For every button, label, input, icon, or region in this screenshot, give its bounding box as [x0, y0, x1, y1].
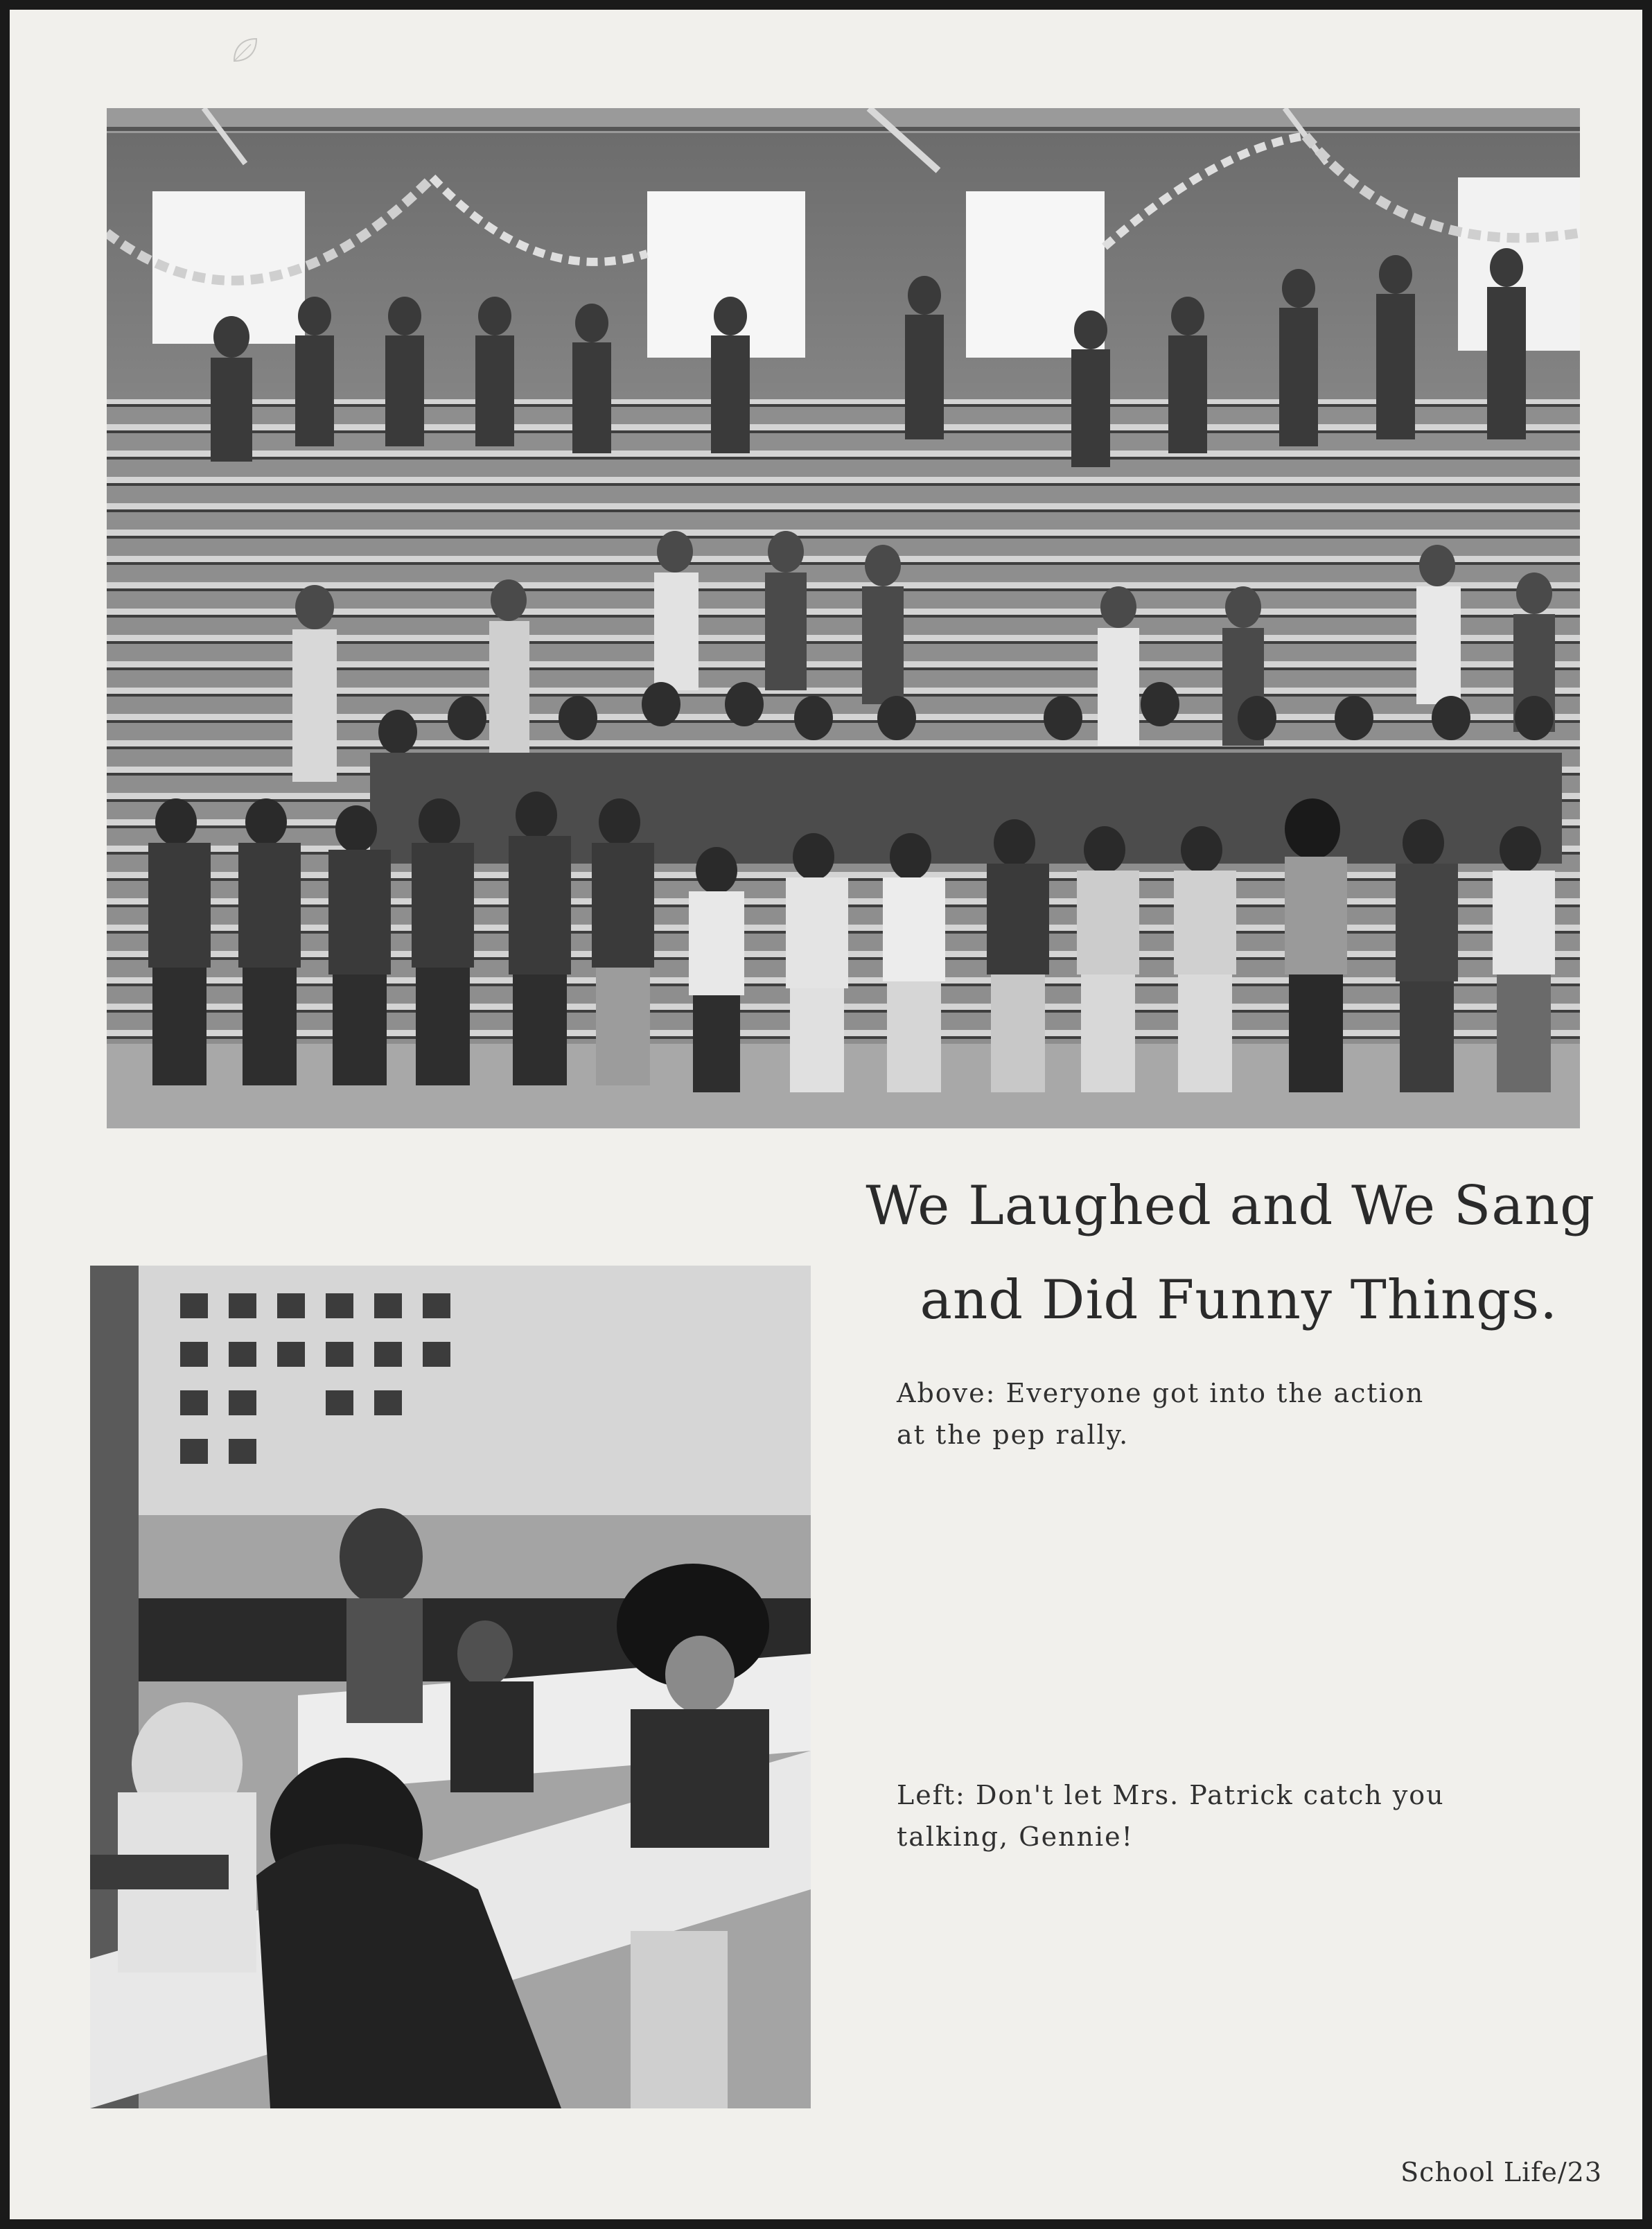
page-folio: School Life/23	[1400, 2157, 1602, 2187]
page-headline	[730, 1159, 1603, 1347]
leaf-mark-icon	[230, 35, 261, 65]
art-class-photo	[90, 1266, 811, 2108]
caption-left-line-1: Left: Don't let Mrs. Patrick catch you	[897, 1780, 1445, 1810]
pep-rally-photo	[107, 108, 1580, 1128]
caption-above	[897, 1372, 1576, 1456]
headline-line-1: We Laughed and We Sang	[865, 1175, 1595, 1237]
caption-left	[897, 1774, 1617, 1858]
caption-left-line-2: talking, Gennie!	[897, 1821, 1134, 1852]
caption-above-line-1: Above: Everyone got into the action	[897, 1378, 1425, 1408]
yearbook-page	[10, 10, 1642, 2219]
caption-above-line-2: at the pep rally.	[897, 1419, 1130, 1450]
headline-line-2: and Did Funny Things.	[920, 1269, 1558, 1331]
